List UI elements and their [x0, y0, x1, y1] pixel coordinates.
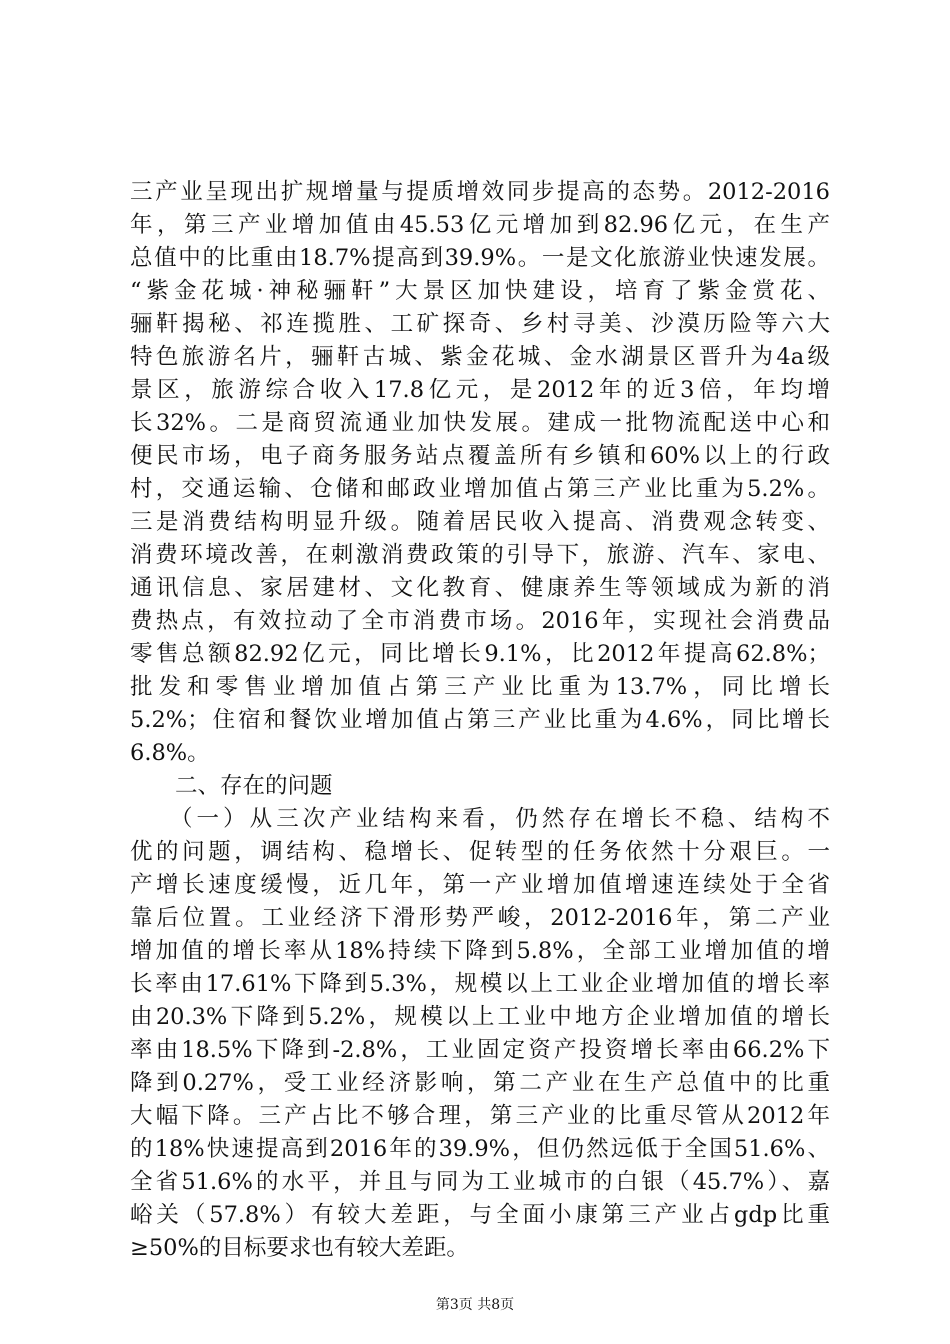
text-line: 峪关（57.8%）有较大差距，与全面小康第三产业占gdp比重	[130, 1202, 830, 1228]
text-line: 村，交通运输、仓储和邮政业增加值占第三产业比重为5.2%。	[130, 476, 830, 502]
text-line: 率由18.5%下降到-2.8%，工业固定资产投资增长率由66.2%下	[130, 1037, 830, 1063]
text-line: 通讯信息、家居建材、文化教育、健康养生等领域成为新的消	[130, 575, 830, 601]
text-line: 全省51.6%的水平，并且与同为工业城市的白银（45.7%）、嘉	[130, 1169, 830, 1195]
text-line: “紫金花城·神秘骊靬”大景区加快建设，培育了紫金赏花、	[130, 278, 830, 304]
text-line: 批发和零售业增加值占第三产业比重为13.7%，同比增长	[130, 674, 830, 700]
text-line: 零售总额82.92亿元，同比增长9.1%，比2012年提高62.8%；	[130, 641, 830, 667]
text-line: 增加值的增长率从18%持续下降到5.8%，全部工业增加值的增	[130, 938, 830, 964]
text-line: 特色旅游名片，骊靬古城、紫金花城、金水湖景区晋升为4a级	[130, 344, 830, 370]
text-line: 6.8%。	[130, 740, 210, 766]
text-line: 便民市场，电子商务服务站点覆盖所有乡镇和60%以上的行政	[130, 443, 830, 469]
text-line: 的18%快速提高到2016年的39.9%，但仍然远低于全国51.6%、	[130, 1136, 830, 1162]
text-line: ≥50%的目标要求也有较大差距。	[130, 1235, 469, 1261]
section-heading: 二、存在的问题	[175, 773, 333, 799]
text-line: 消费环境改善，在刺激消费政策的引导下，旅游、汽车、家电、	[130, 542, 830, 568]
text-line: 产增长速度缓慢，近几年，第一产业增加值增速连续处于全省	[130, 872, 830, 898]
text-line: 降到0.27%，受工业经济影响，第二产业在生产总值中的比重	[130, 1070, 830, 1096]
text-line: 三是消费结构明显升级。随着居民收入提高、消费观念转变、	[130, 509, 830, 535]
text-line: 景区，旅游综合收入17.8亿元，是2012年的近3倍，年均增	[130, 377, 830, 403]
text-line: 大幅下降。三产占比不够合理，第三产业的比重尽管从2012年	[130, 1103, 830, 1129]
text-line: 5.2%；住宿和餐饮业增加值占第三产业比重为4.6%，同比增长	[130, 707, 830, 733]
text-line: 靠后位置。工业经济下滑形势严峻，2012-2016年，第二产业	[130, 905, 830, 931]
text-line: 由20.3%下降到5.2%，规模以上工业中地方企业增加值的增长	[130, 1004, 830, 1030]
text-line: 年，第三产业增加值由45.53亿元增加到82.96亿元，在生产	[130, 212, 830, 238]
document-body	[130, 176, 830, 1265]
text-line: 费热点，有效拉动了全市消费市场。2016年，实现社会消费品	[130, 608, 830, 634]
text-line: 总值中的比重由18.7%提高到39.9%。一是文化旅游业快速发展。	[130, 245, 830, 271]
page-footer: 第3页 共8页	[435, 1297, 515, 1313]
text-line: 长32%。二是商贸流通业加快发展。建成一批物流配送中心和	[130, 410, 830, 436]
text-line: 优的问题，调结构、稳增长、促转型的任务依然十分艰巨。一	[130, 839, 830, 865]
text-line: （一）从三次产业结构来看，仍然存在增长不稳、结构不	[170, 806, 830, 832]
text-line: 三产业呈现出扩规增量与提质增效同步提高的态势。2012-2016	[130, 179, 830, 205]
text-line: 骊靬揭秘、祁连揽胜、工矿探奇、乡村寻美、沙漠历险等六大	[130, 311, 830, 337]
text-line: 长率由17.61%下降到5.3%，规模以上工业企业增加值的增长率	[130, 971, 830, 997]
